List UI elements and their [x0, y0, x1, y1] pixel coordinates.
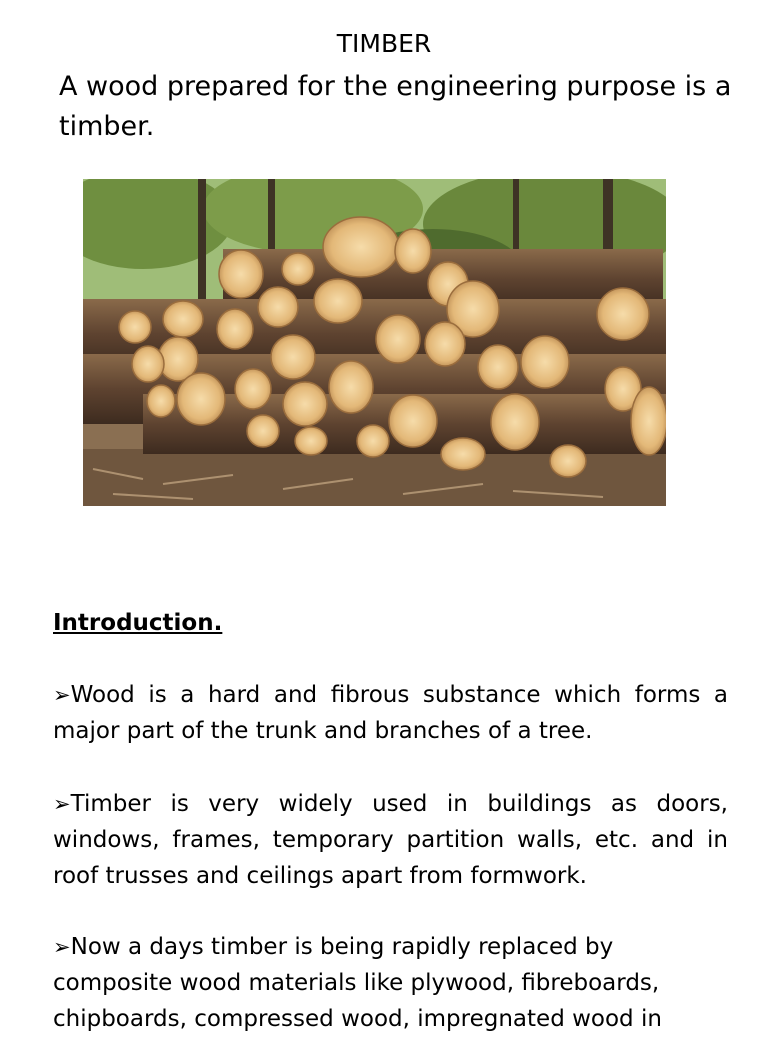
list-item [53, 677, 728, 749]
timber-logs-photo [83, 179, 666, 506]
list-item-text: Now a days timber is being rapidly replaced by composite wood materials like plywood, fibreboards, chipboards, compressed wood, impregnated wood in [53, 934, 662, 1032]
list-item [53, 929, 728, 1037]
arrow-bullet-icon: ➢ [53, 683, 71, 707]
arrow-bullet-icon: ➢ [53, 792, 71, 816]
list-item [53, 786, 728, 894]
section-heading: Introduction. [53, 610, 223, 636]
page-title: TIMBER [336, 29, 432, 58]
arrow-bullet-icon: ➢ [53, 935, 71, 959]
list-item-text: Wood is a hard and fibrous substance which forms a major part of the trunk and branches of a tree. [53, 682, 728, 744]
page-subtitle: A wood prepared for the engineering purpose is a timber. [59, 71, 732, 142]
list-item-text: Timber is very widely used in buildings as doors, windows, frames, temporary partition walls, etc. and in roof trusses and ceilings apart from formwork. [53, 791, 728, 889]
